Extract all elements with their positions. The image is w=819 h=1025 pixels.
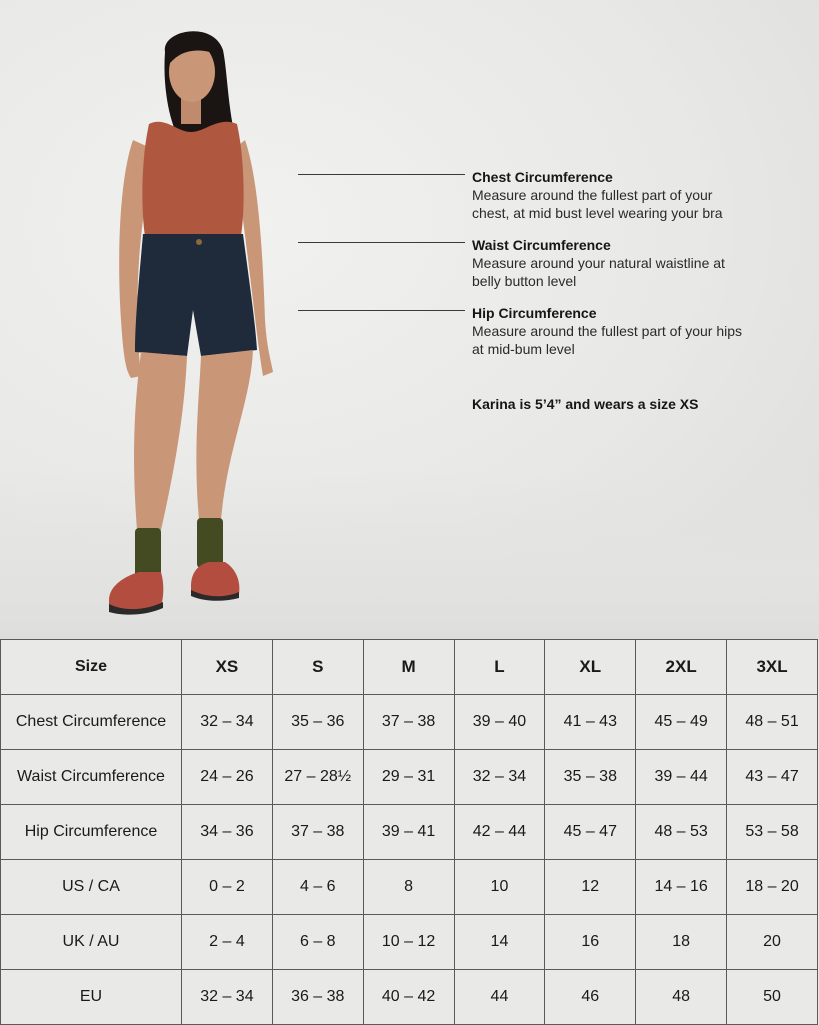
model-figure <box>95 20 295 620</box>
table-cell: 45 – 49 <box>636 695 727 750</box>
size-header-cell: XS <box>182 640 273 695</box>
table-cell: 44 <box>454 970 545 1025</box>
size-header-cell: S <box>272 640 363 695</box>
table-cell: 39 – 44 <box>636 750 727 805</box>
table-cell: 16 <box>545 915 636 970</box>
size-header-cell: 2XL <box>636 640 727 695</box>
table-cell: 32 – 34 <box>182 695 273 750</box>
waist-desc-line1: Measure around your natural waistline at <box>472 255 725 271</box>
row-label: Waist Circumference <box>1 750 182 805</box>
table-cell: 4 – 6 <box>272 860 363 915</box>
table-cell: 34 – 36 <box>182 805 273 860</box>
table-cell: 20 <box>727 915 818 970</box>
table-cell: 42 – 44 <box>454 805 545 860</box>
hip-annotation <box>472 304 772 358</box>
table-row <box>1 915 818 970</box>
table-cell: 37 – 38 <box>363 695 454 750</box>
table-cell: 2 – 4 <box>182 915 273 970</box>
chest-desc-line1: Measure around the fullest part of your <box>472 187 713 203</box>
chest-annotation <box>472 168 772 222</box>
chest-title: Chest Circumference <box>472 169 613 185</box>
waist-title: Waist Circumference <box>472 237 611 253</box>
row-label: Chest Circumference <box>1 695 182 750</box>
table-cell: 36 – 38 <box>272 970 363 1025</box>
size-header-cell: M <box>363 640 454 695</box>
hip-pointer-line <box>298 310 465 311</box>
table-cell: 18 – 20 <box>727 860 818 915</box>
table-cell: 32 – 34 <box>182 970 273 1025</box>
table-row <box>1 970 818 1025</box>
table-cell: 24 – 26 <box>182 750 273 805</box>
row-label: EU <box>1 970 182 1025</box>
table-cell: 29 – 31 <box>363 750 454 805</box>
size-header-cell: Size <box>1 640 182 695</box>
table-row <box>1 695 818 750</box>
table-cell: 43 – 47 <box>727 750 818 805</box>
table-cell: 46 <box>545 970 636 1025</box>
table-cell: 6 – 8 <box>272 915 363 970</box>
table-cell: 14 – 16 <box>636 860 727 915</box>
size-header-cell: L <box>454 640 545 695</box>
row-label: US / CA <box>1 860 182 915</box>
table-cell: 53 – 58 <box>727 805 818 860</box>
table-cell: 14 <box>454 915 545 970</box>
hip-title: Hip Circumference <box>472 305 597 321</box>
size-header-row <box>1 640 818 695</box>
waist-pointer-line <box>298 242 465 243</box>
table-cell: 41 – 43 <box>545 695 636 750</box>
chest-pointer-line <box>298 174 465 175</box>
size-chart-table <box>0 639 818 1025</box>
waist-annotation <box>472 236 772 290</box>
table-cell: 10 <box>454 860 545 915</box>
table-cell: 32 – 34 <box>454 750 545 805</box>
size-header-cell: XL <box>545 640 636 695</box>
row-label: Hip Circumference <box>1 805 182 860</box>
table-cell: 8 <box>363 860 454 915</box>
table-cell: 37 – 38 <box>272 805 363 860</box>
table-row <box>1 805 818 860</box>
table-cell: 48 <box>636 970 727 1025</box>
chest-desc-line2: chest, at mid bust level wearing your bra <box>472 205 723 221</box>
table-cell: 10 – 12 <box>363 915 454 970</box>
table-row <box>1 860 818 915</box>
table-cell: 18 <box>636 915 727 970</box>
table-cell: 35 – 38 <box>545 750 636 805</box>
waist-desc-line2: belly button level <box>472 273 577 289</box>
table-cell: 39 – 41 <box>363 805 454 860</box>
table-cell: 48 – 53 <box>636 805 727 860</box>
table-cell: 12 <box>545 860 636 915</box>
table-cell: 0 – 2 <box>182 860 273 915</box>
table-cell: 40 – 42 <box>363 970 454 1025</box>
table-cell: 39 – 40 <box>454 695 545 750</box>
table-cell: 45 – 47 <box>545 805 636 860</box>
row-label: UK / AU <box>1 915 182 970</box>
table-row <box>1 750 818 805</box>
model-size-note: Karina is 5’4” and wears a size XS <box>472 396 699 412</box>
table-cell: 35 – 36 <box>272 695 363 750</box>
table-cell: 27 – 28½ <box>272 750 363 805</box>
table-cell: 50 <box>727 970 818 1025</box>
hip-desc-line1: Measure around the fullest part of your hips <box>472 323 743 339</box>
hip-desc-line2: at mid-bum level <box>472 341 575 357</box>
table-cell: 48 – 51 <box>727 695 818 750</box>
size-header-cell: 3XL <box>727 640 818 695</box>
